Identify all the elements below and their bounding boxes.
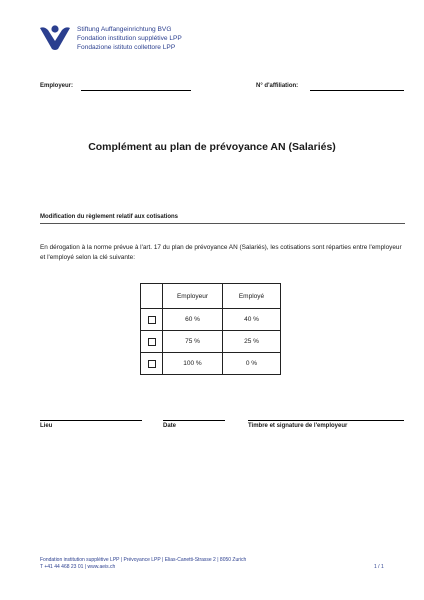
header-employee: Employé [223,284,281,309]
contribution-table [140,283,281,375]
checkbox-cell [141,331,163,353]
employer-share: 100 % [163,353,223,375]
table-row [141,353,281,375]
option-checkbox-100[interactable] [148,360,156,368]
place-label: Lieu [40,423,53,429]
footer-contact: T +41 44 468 23 01 | www.aeis.ch [40,564,116,570]
employer-share: 75 % [163,331,223,353]
employer-field[interactable] [81,90,191,91]
table-header-row [141,284,281,309]
document-title: Complément au plan de prévoyance AN (Salariés) [88,141,336,153]
header-employer: Employeur [163,284,223,309]
employee-share: 40 % [223,309,281,331]
stamp-signature-label: Timbre et signature de l'employeur [248,423,348,429]
org-name-it: Fondazione istituto collettore LPP [77,44,176,51]
table-row [141,331,281,353]
employer-label: Employeur: [40,83,74,89]
place-field[interactable] [40,420,142,421]
date-label: Date [163,423,177,429]
employer-share: 60 % [163,309,223,331]
employee-share: 0 % [223,353,281,375]
header-empty-cell [141,284,163,309]
section-divider [40,223,405,224]
option-checkbox-75[interactable] [148,338,156,346]
employee-share: 25 % [223,331,281,353]
date-field[interactable] [163,420,225,421]
option-checkbox-60[interactable] [148,316,156,324]
affiliation-field[interactable] [310,90,404,91]
affiliation-label: N° d'affiliation: [256,83,299,89]
section-heading: Modification du règlement relatif aux cotisations [40,214,179,220]
foundation-logo-icon [40,24,70,50]
footer-address: Fondation institution supplétive LPP | Prévoyance LPP | Elias-Canetti-Strasse 2 | 8050 Zurich [40,557,247,563]
checkbox-cell [141,353,163,375]
table-row [141,309,281,331]
intro-paragraph: En dérogation à la norme prévue à l'art. 17 du plan de prévoyance AN (Salariés), les cotisations sont réparties entre l'employeur et l'employé selon la clé suivante: [40,244,402,261]
page-number: 1 / 1 [374,564,384,570]
footer [40,557,246,571]
org-name-fr: Fondation institution supplétive LPP [77,35,182,42]
org-name-de: Stiftung Auffangeinrichtung BVG [77,26,172,33]
checkbox-cell [141,309,163,331]
signature-field[interactable] [248,420,404,421]
